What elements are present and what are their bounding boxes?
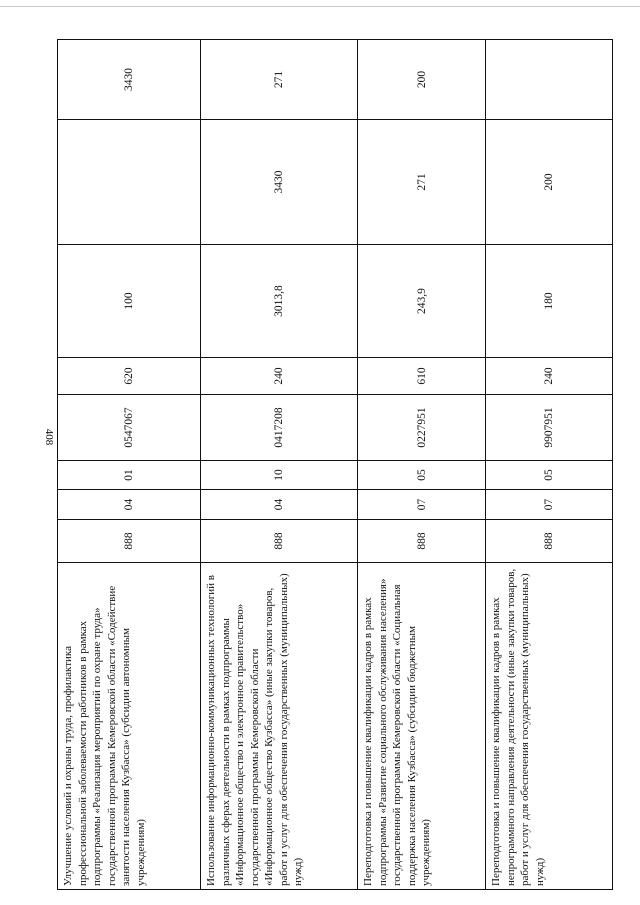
- sum-column-3: 3430: [58, 40, 201, 120]
- budget-table-rotated: [57, 40, 612, 890]
- sum-column-1: 180: [486, 245, 613, 358]
- top-scan-line: [0, 6, 640, 7]
- row-description: Улучшение условий и охраны труда, профилактика профессиональной заболеваемости работников в рамках подпрограммы «Реализация мероприятий по охране труда» государственной программы Кемеровской области «Содействие занятости населения Кузбасса» (субсидии автономным учреждениям): [58, 563, 201, 890]
- table-row: [58, 40, 201, 890]
- page-number: 408: [43, 428, 55, 446]
- sum-column-2: 200: [486, 120, 613, 245]
- subsection-code: 01: [58, 461, 201, 490]
- budget-table: [57, 39, 613, 890]
- ministry-code: 888: [58, 520, 201, 563]
- sum-column-3: 200: [358, 40, 486, 120]
- target-article-code: 0227951: [358, 395, 486, 461]
- ministry-code: 888: [486, 520, 613, 563]
- sum-column-1: 3013,8: [201, 245, 358, 358]
- expense-type-code: 610: [358, 358, 486, 395]
- section-code: 04: [201, 490, 358, 520]
- table-row: [201, 40, 358, 890]
- target-article-code: 0417208: [201, 395, 358, 461]
- sum-column-2: 3430: [201, 120, 358, 245]
- expense-type-code: 240: [201, 358, 358, 395]
- table-row: [358, 40, 486, 890]
- sum-column-3: 271: [201, 40, 358, 120]
- row-description: Переподготовка и повышение квалификации кадров в рамках непрограммного направления деятельности (иные закупки товаров, работ и услуг для обеспечения государственных (муниципальных) нужд): [486, 563, 613, 890]
- sum-column-1: 100: [58, 245, 201, 358]
- section-code: 07: [486, 490, 613, 520]
- ministry-code: 888: [201, 520, 358, 563]
- table-row: [486, 40, 613, 890]
- row-description: Переподготовка и повышение квалификации кадров в рамках подпрограммы «Развитие социального обслуживания населения» государственной программы Кемеровской области «Социальная поддержка населения Кузбасса» (субсидии бюджетным учреждениям): [358, 563, 486, 890]
- sum-column-3: [486, 40, 613, 120]
- ministry-code: 888: [358, 520, 486, 563]
- expense-type-code: 620: [58, 358, 201, 395]
- sum-column-2: 271: [358, 120, 486, 245]
- section-code: 07: [358, 490, 486, 520]
- sum-column-2: [58, 120, 201, 245]
- subsection-code: 10: [201, 461, 358, 490]
- row-description: Использование информационно-коммуникационных технологий в различных сферах деятельности в рамках подпрограммы «Информационное общество и электронное правительство» государственной программы Кемеровской области «Информационное общество Кузбасса» (иные закупки товаров, работ и услуг для обеспечения государственных (муниципальных) нужд): [201, 563, 358, 890]
- target-article-code: 9907951: [486, 395, 613, 461]
- subsection-code: 05: [358, 461, 486, 490]
- section-code: 04: [58, 490, 201, 520]
- target-article-code: 0547067: [58, 395, 201, 461]
- expense-type-code: 240: [486, 358, 613, 395]
- subsection-code: 05: [486, 461, 613, 490]
- sum-column-1: 243,9: [358, 245, 486, 358]
